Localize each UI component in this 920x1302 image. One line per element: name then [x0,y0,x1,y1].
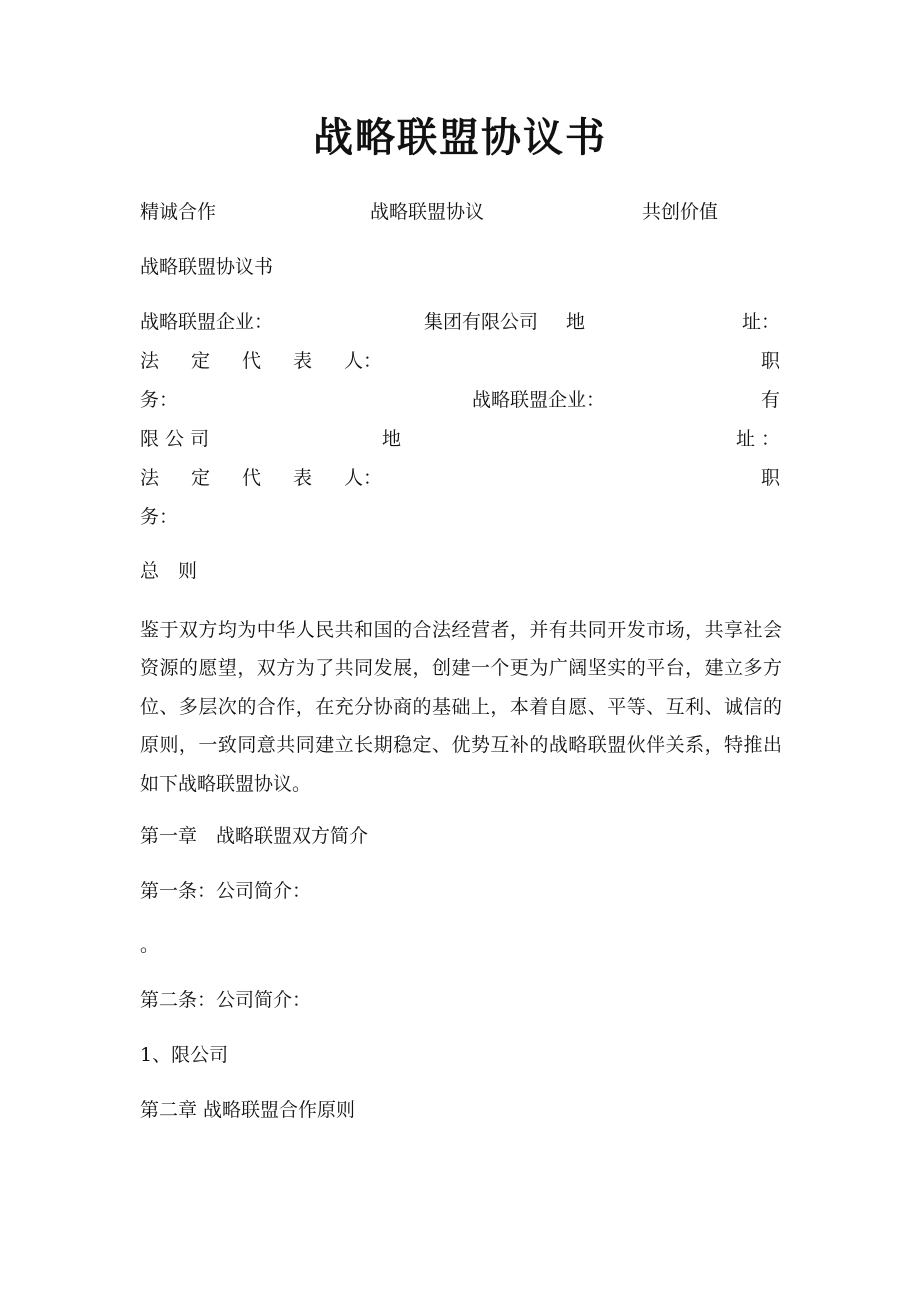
rep-char: 人： [343,467,382,489]
party2-company-start: 有 [760,389,780,411]
article1: 第一条：公司简介： [140,880,312,902]
tagline-left: 精诚合作 [140,201,217,223]
rep-char: 代 [241,350,261,372]
rep-char: 定 [190,467,210,489]
list-item-1: 1、限公司 [140,1044,229,1066]
chapter2-heading: 第二章 战略联盟合作原则 [140,1099,356,1121]
party1-label: 战略联盟企业： [140,311,274,333]
party1-position-char1: 职 [760,350,780,372]
rep-char: 代 [241,467,261,489]
tagline-right: 共创价值 [642,201,719,223]
party2-rep-line [140,464,780,492]
party2-address-char1: 地 [382,428,402,450]
party2-company: 限 公 司 [140,428,210,450]
rep-char: 人： [343,350,382,372]
party2-address-char2: 址 ： [735,428,780,450]
article2: 第二条：公司简介： [140,989,312,1011]
party1-rep-label [140,347,382,375]
subtitle: 战略联盟协议书 [140,256,274,278]
general-heading: 总 则 [140,560,198,582]
chapter1-heading: 第一章 战略联盟双方简介 [140,825,369,847]
party2-label: 战略联盟企业： [472,389,606,411]
party1-rep-line [140,347,780,375]
article1-content: 。 [140,934,160,956]
general-paragraph: 鉴于双方均为中华人民共和国的合法经营者，并有共同开发市场，共享社会资源的愿望，双方为了共同发展，创建一个更为广阔坚实的平台，建立多方位、多层次的合作，在充分协商的基础上，本着自愿、平等、互利、诚信的原则，一致同意共同建立长期稳定、优势互补的战略联盟伙伴关系，特推出如下战略联盟协议。 [140,619,782,795]
party2-position-char1: 职 [760,467,780,489]
rep-char: 定 [190,350,210,372]
party1-position-char2: 务： [140,389,179,411]
party2-position-char2: 务： [140,506,179,528]
rep-char: 表 [292,467,312,489]
rep-char: 法 [140,350,160,372]
party1-company: 集团有限公司 [424,311,539,333]
rep-char: 法 [140,467,160,489]
tagline-center: 战略联盟协议 [370,201,485,223]
party1-address-char1: 地 [566,311,586,333]
party2-rep-label [140,464,382,492]
rep-char: 表 [292,350,312,372]
party1-address-char2: 址： [741,311,780,333]
document-title: 战略联盟协议书 [313,114,607,161]
